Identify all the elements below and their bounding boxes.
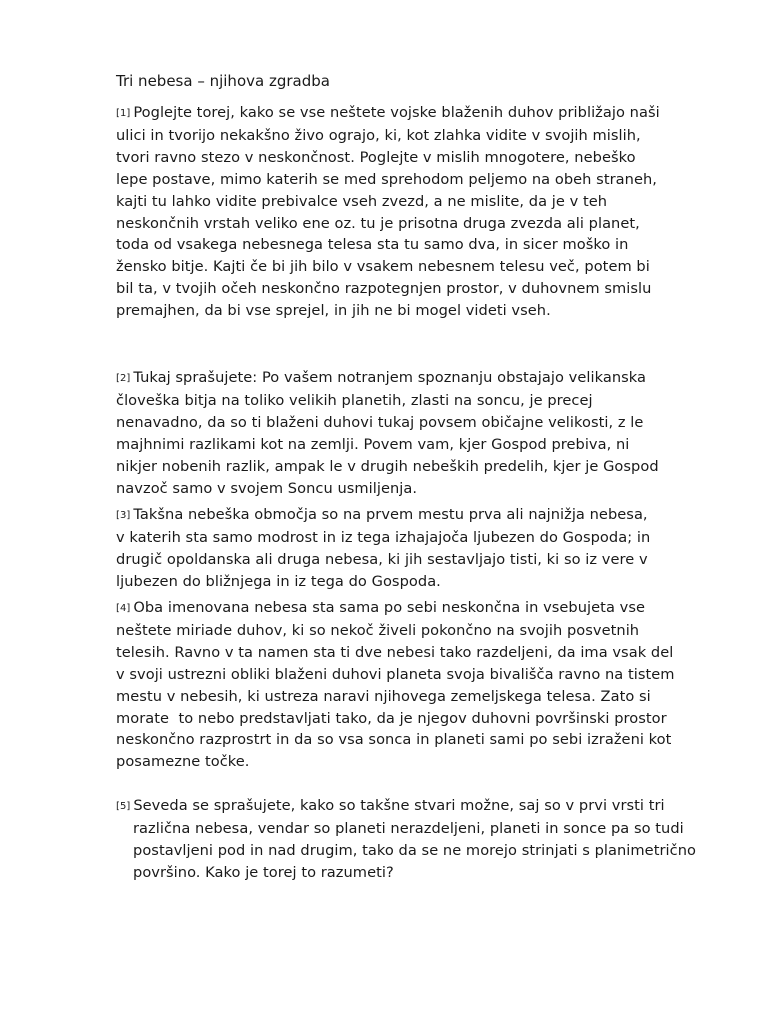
- paragraph-line: žensko bitje. Kajti če bi jih bilo v vsakem nebesnem telesu več, potem bi: [116, 258, 650, 276]
- paragraph-line: neštete miriade duhov, ki so nekoč živeli pokončno na svojih posvetnih: [116, 621, 640, 639]
- paragraph-line: drugič opoldanska ali druga nebesa, ki jih sestavljajo tisti, ki so iz vere v: [116, 550, 648, 568]
- paragraph-3: [116, 504, 650, 593]
- paragraph-line: [116, 504, 650, 527]
- paragraph-line: mestu v nebesih, ki ustreza naravi njihovega zemeljskega telesa. Zato si: [116, 687, 651, 705]
- paragraph-line: [116, 102, 660, 125]
- line-text: Tukaj sprašujete: Po vašem notranjem spoznanju obstajajo velikanska: [133, 369, 647, 386]
- paragraph-number: [2]: [116, 373, 131, 384]
- paragraph-line: navzoč samo v svojem Soncu usmiljenja.: [116, 479, 418, 497]
- paragraph-2: [116, 367, 659, 499]
- document-title: Tri nebesa – njihova zgradba: [116, 72, 330, 90]
- paragraph-number: [4]: [116, 603, 131, 614]
- line-text: Takšna nebeška območja so na prvem mestu prva ali najnižja nebesa,: [133, 506, 648, 523]
- paragraph-line: bil ta, v tvojih očeh neskončno razpotegnjen prostor, v duhovnem smislu: [116, 280, 652, 298]
- paragraph-line: ljubezen do bližnjega in iz tega do Gospoda.: [116, 572, 441, 590]
- paragraph-line: v svoji ustrezni obliki blaženi duhovi planeta svoja bivališča ravno na tistem: [116, 665, 675, 683]
- paragraph-line: tvori ravno stezo v neskončnost. Poglejte v mislih mnogotere, nebeško: [116, 148, 636, 166]
- paragraph-line: nikjer nobenih razlik, ampak le v drugih nebeških predelih, kjer je Gospod: [116, 457, 659, 475]
- paragraph-number: [3]: [116, 510, 131, 521]
- paragraph-line: ulici in tvorijo nekakšno živo ograjo, ki, kot zlahka vidite v svojih mislih,: [116, 126, 641, 144]
- paragraph-5: [116, 795, 696, 884]
- paragraph-line: človeška bitja na toliko velikih planetih, zlasti na soncu, je precej: [116, 391, 593, 409]
- paragraph-line: posamezne točke.: [116, 753, 250, 771]
- paragraph-line: [116, 367, 659, 390]
- paragraph-line: morate to nebo predstavljati tako, da je njegov duhovni površinski prostor: [116, 709, 667, 727]
- paragraph-line: površino. Kako je torej to razumeti?: [133, 863, 394, 881]
- paragraph-line: različna nebesa, vendar so planeti nerazdeljeni, planeti in sonce pa so tudi: [133, 819, 684, 837]
- paragraph-line: majhnimi razlikami kot na zemlji. Povem vam, kjer Gospod prebiva, ni: [116, 435, 630, 453]
- line-text: Seveda se sprašujete, kako so takšne stvari možne, saj so v prvi vrsti tri: [133, 797, 665, 814]
- paragraph-line: premajhen, da bi vse sprejel, in jih ne bi mogel videti vseh.: [116, 302, 551, 320]
- paragraph-line: neskončnih vrstah veliko ene oz. tu je prisotna druga zvezda ali planet,: [116, 214, 640, 232]
- paragraph-1: [116, 102, 660, 322]
- paragraph-line: toda od vsakega nebesnega telesa sta tu samo dva, in sicer moško in: [116, 236, 629, 254]
- paragraph-line: telesih. Ravno v ta namen sta ti dve nebesi tako razdeljeni, da ima vsak del: [116, 643, 674, 661]
- paragraph-line: kajti tu lahko vidite prebivalce vseh zvezd, a ne mislite, da je v teh: [116, 192, 608, 210]
- line-text: Oba imenovana nebesa sta sama po sebi neskončna in vsebujeta vse: [133, 599, 645, 616]
- paragraph-number: [5]: [116, 801, 131, 812]
- paragraph-line: nenavadno, da so ti blaženi duhovi tukaj povsem običajne velikosti, z le: [116, 413, 644, 431]
- line-text: Poglejte torej, kako se vse neštete vojske blaženih duhov približajo naši: [133, 104, 660, 121]
- paragraph-line: [116, 597, 675, 620]
- paragraph-line: v katerih sta samo modrost in iz tega izhajajoča ljubezen do Gospoda; in: [116, 528, 651, 546]
- paragraph-line: neskončno razprostrt in da so vsa sonca in planeti sami po sebi izraženi kot: [116, 731, 672, 749]
- paragraph-number: [1]: [116, 108, 131, 119]
- paragraph-4: [116, 597, 675, 773]
- paragraph-line: lepe postave, mimo katerih se med sprehodom peljemo na obeh straneh,: [116, 170, 657, 188]
- paragraph-line: postavljeni pod in nad drugim, tako da se ne morejo strinjati s planimetrično: [133, 841, 696, 859]
- paragraph-line: [116, 795, 696, 818]
